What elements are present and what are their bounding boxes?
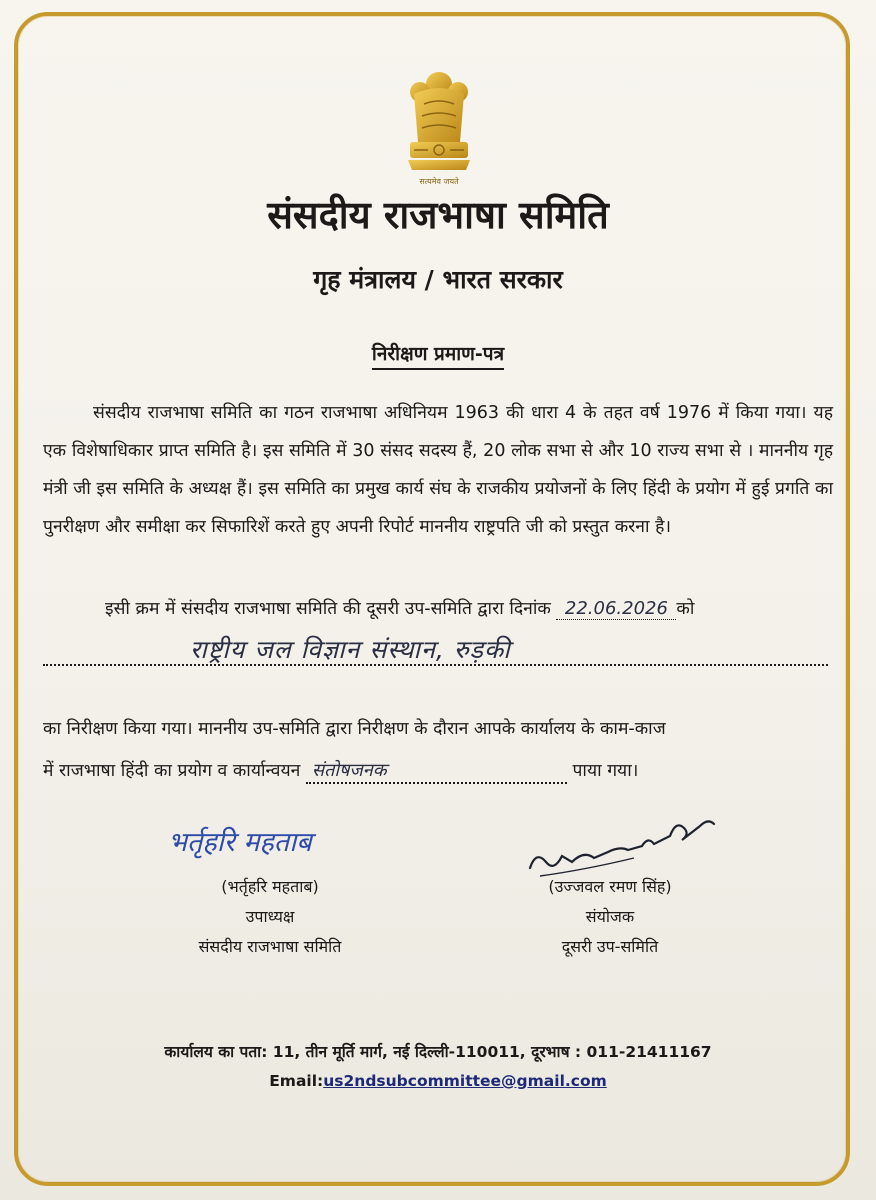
result-line <box>43 758 833 784</box>
email-line <box>0 1072 876 1090</box>
certificate-heading <box>0 340 876 366</box>
office-address: कार्यालय का पता: 11, तीन मूर्ति मार्ग, नई दिल्ली-110011, दूरभाष : 011-21411167 <box>164 1043 712 1061</box>
result-value-handwritten: संतोषजनक <box>306 758 567 784</box>
result-suffix: पाया गया। <box>572 761 639 781</box>
right-signatory-body: दूसरी उप-समिति <box>561 937 659 956</box>
inspection-statement-line: का निरीक्षण किया गया। माननीय उप-समिति द्वारा निरीक्षण के दौरान आपके कार्यालय के काम-काज <box>43 719 666 739</box>
right-signatory-designation: संयोजक <box>585 907 635 926</box>
right-signature <box>524 806 724 882</box>
left-signature <box>168 822 312 859</box>
left-signatory-body: संसदीय राजभाषा समिति <box>198 937 342 956</box>
certificate-heading-text: निरीक्षण प्रमाण-पत्र <box>372 343 504 370</box>
left-signatory-designation: उपाध्यक्ष <box>245 907 295 926</box>
result-prefix: में राजभाषा हिंदी का प्रयोग व कार्यान्वयन <box>43 761 301 781</box>
inspection-date-line <box>43 596 833 620</box>
organization-name-handwritten: राष्ट्रीय जल विज्ञान संस्थान, रुड़की <box>190 635 511 664</box>
emblem-motto: सत्यमेव जयते <box>419 177 459 186</box>
inspection-date-prefix: इसी क्रम में संसदीय राजभाषा समिति की दूसरी उप-समिति द्वारा दिनांक <box>105 599 551 619</box>
inspection-date-value: 22.06.2026 <box>556 598 676 620</box>
ministry-subtitle: गृह मंत्रालय / भारत सरकार <box>313 265 563 294</box>
email-link[interactable]: us2ndsubcommittee@gmail.com <box>323 1072 607 1090</box>
email-label: Email: <box>269 1072 324 1090</box>
right-signatory-block <box>490 872 730 962</box>
state-emblem-icon <box>400 64 478 192</box>
left-signature-script: भर्तृहरि महताब <box>168 827 312 858</box>
organization-dotted-line <box>43 664 828 666</box>
left-signatory-block <box>150 872 390 962</box>
right-signatory-name: (उज्जवल रमण सिंह) <box>548 877 672 896</box>
left-signatory-name: (भर्तृहरि महताब) <box>221 877 319 896</box>
committee-title: संसदीय राजभाषा समिति <box>267 193 609 237</box>
inspection-date-suffix: को <box>676 599 695 619</box>
intro-paragraph <box>43 394 833 546</box>
intro-paragraph-text: संसदीय राजभाषा समिति का गठन राजभाषा अधिनियम 1963 की धारा 4 के तहत वर्ष 1976 में किया गया। यह एक विशेषाधिकार प्राप्त समिति है। इस समिति में 30 संसद सदस्य हैं, 20 लोक सभा से और 10 राज्य सभा से । माननीय गृह मंत्री जी इस समिति के अध्यक्ष हैं। इस समिति का प्रमुख कार्य संघ के राजकीय प्रयोजनों के लिए हिंदी के प्रयोग में हुई प्रगति का पुनरीक्षण और समीक्षा कर सिफारिशें करते हुए अपनी रिपोर्ट माननीय राष्ट्रपति जी को प्रस्तुत करना है। <box>43 403 833 537</box>
